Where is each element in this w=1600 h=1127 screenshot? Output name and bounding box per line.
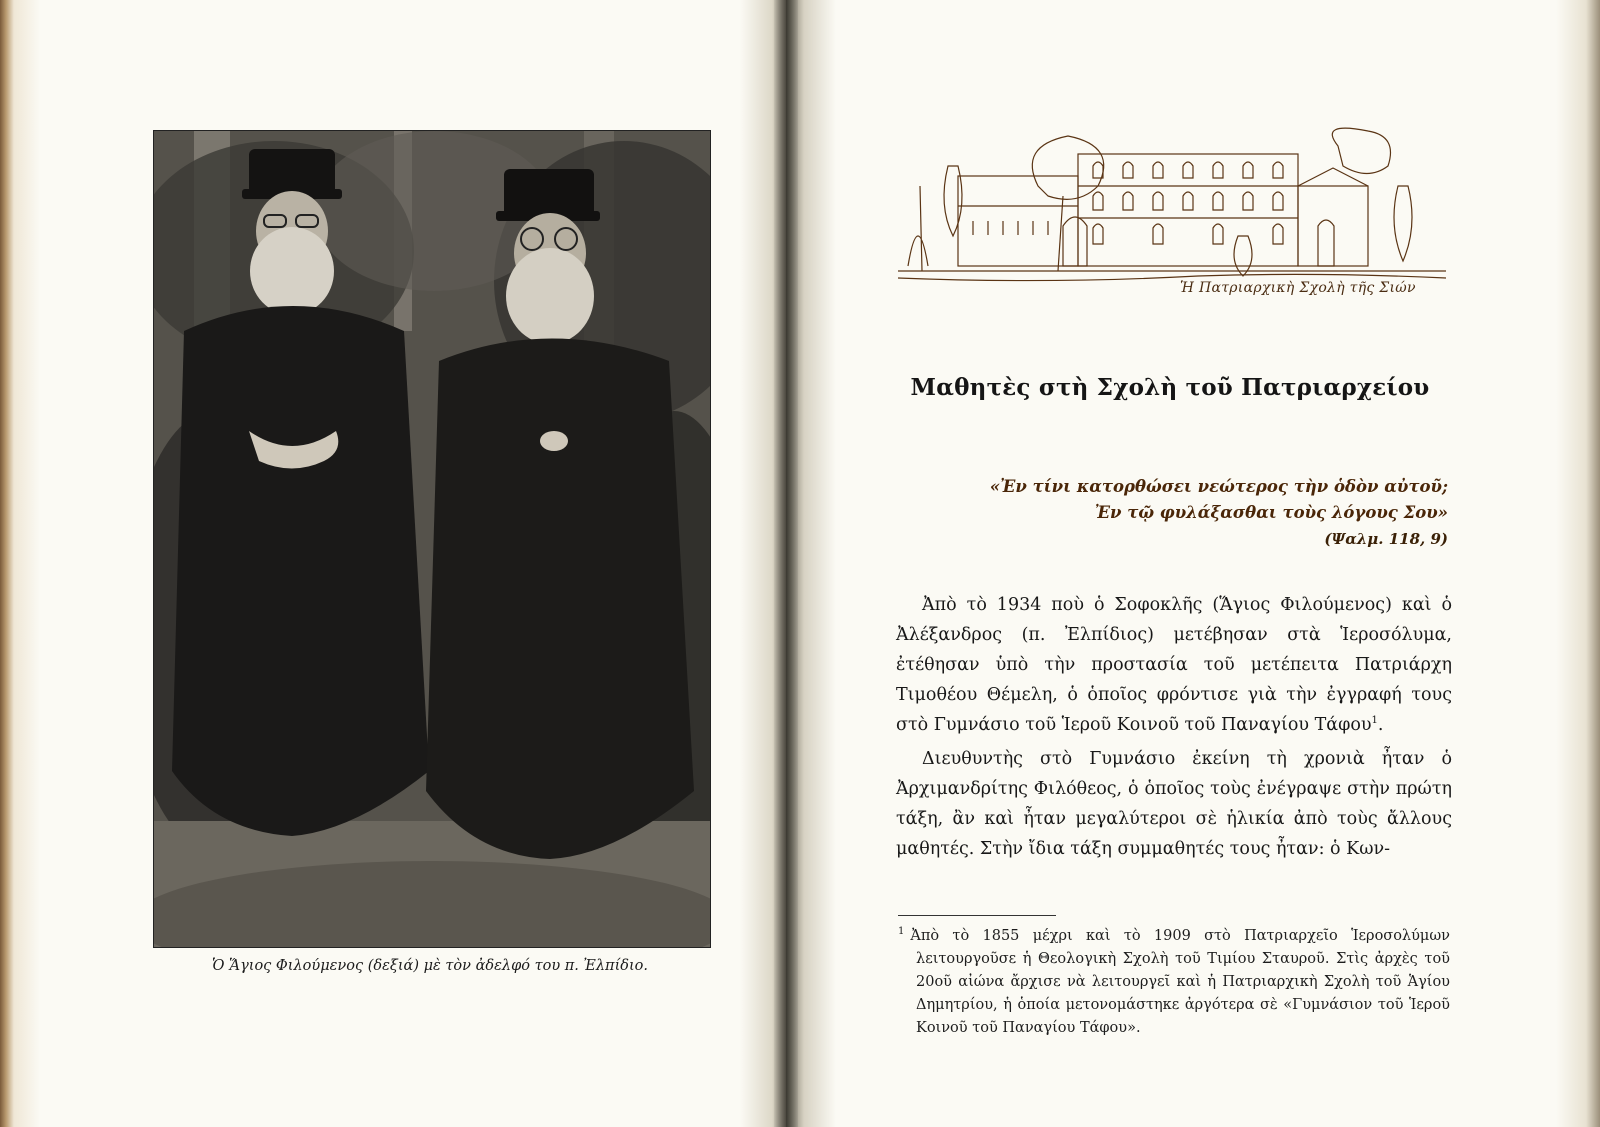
monks-photograph (153, 130, 711, 948)
epigraph-reference: (Ψαλμ. 118, 9) (1324, 530, 1448, 548)
footnote-reference: 1 (1371, 715, 1378, 727)
paragraph (896, 590, 1452, 740)
sketch-caption: Ἡ Πατριαρχικὴ Σχολὴ τῆς Σιών (1180, 280, 1416, 296)
footnote-mark: 1 (898, 926, 905, 938)
photo-illustration (154, 131, 710, 947)
photo-caption: Ὁ Ἅγιος Φιλούμενος (δεξιά) μὲ τὸν ἀδελφό του π. Ἐλπίδιο. (211, 958, 649, 974)
paragraph-1-end: . (1377, 715, 1384, 735)
epigraph (990, 474, 1448, 552)
paragraph-1-text: Ἀπὸ τὸ 1934 ποὺ ὁ Σοφοκλῆς (Ἅγιος Φιλούμενος) καὶ ὁ Ἀλέξανδρος (π. Ἐλπίδιος) μετέβησαν στὰ Ἱεροσόλυμα, ἐτέθησαν ὑπὸ τὴν προστασία τοῦ μετέπειτα Πατριάρχη Τιμοθέου Θέμελη, ὁ ὁποῖος φρόντισε γιὰ τὴν ἐγγραφή τους στὸ Γυμνάσιο τοῦ Ἱεροῦ Κοινοῦ τοῦ Παναγίου Τάφου (896, 595, 1452, 735)
chapter-title: Μαθητὲς στὴ Σχολὴ τοῦ Πατριαρχείου (910, 374, 1430, 401)
epigraph-line-2: Ἐν τῷ φυλάξασθαι τοὺς λόγους Σου» (1094, 503, 1448, 522)
footnote-text: Ἀπὸ τὸ 1855 μέχρι καὶ τὸ 1909 στὸ Πατριαρχεῖο Ἱεροσολύμων λειτουργοῦσε ἡ Θεολογικὴ Σχολὴ τοῦ Τιμίου Σταυροῦ. Στὶς ἀρχὲς τοῦ 20οῦ αἰώνα ἄρχισε νὰ λειτουργεῖ καὶ ἡ Πατριαρχικὴ Σχολὴ τοῦ Ἁγίου Δημητρίου, ἡ ὁποία μετονομάστηκε ἀργότερα σὲ «Γυμνάσιον τοῦ Ἱεροῦ Κοινοῦ τοῦ Παναγίου Τάφου». (910, 928, 1450, 1036)
gutter (774, 0, 798, 1127)
left-page (0, 0, 786, 1127)
body-text (896, 590, 1452, 864)
footnote (898, 925, 1450, 1040)
footnote-rule (898, 915, 1056, 916)
epigraph-line-1: «Ἐν τίνι κατορθώσει νεώτερος τὴν ὁδὸν αὐτοῦ; (989, 477, 1448, 496)
paragraph: Διευθυντὴς στὸ Γυμνάσιο ἐκείνη τὴ χρονιὰ ἦταν ὁ Ἀρχιμανδρίτης Φιλόθεος, ὁ ὁποῖος τοὺς ἐνέγραψε στὴν πρώτη τάξη, ἂν καὶ ἦταν μεγαλύτεροι σὲ ἡλικία ἀπὸ τοὺς ἄλλους μαθητές. Στὴν ἴδια τάξη συμμαθητές τους ἦταν: ὁ Κων- (896, 749, 1452, 859)
